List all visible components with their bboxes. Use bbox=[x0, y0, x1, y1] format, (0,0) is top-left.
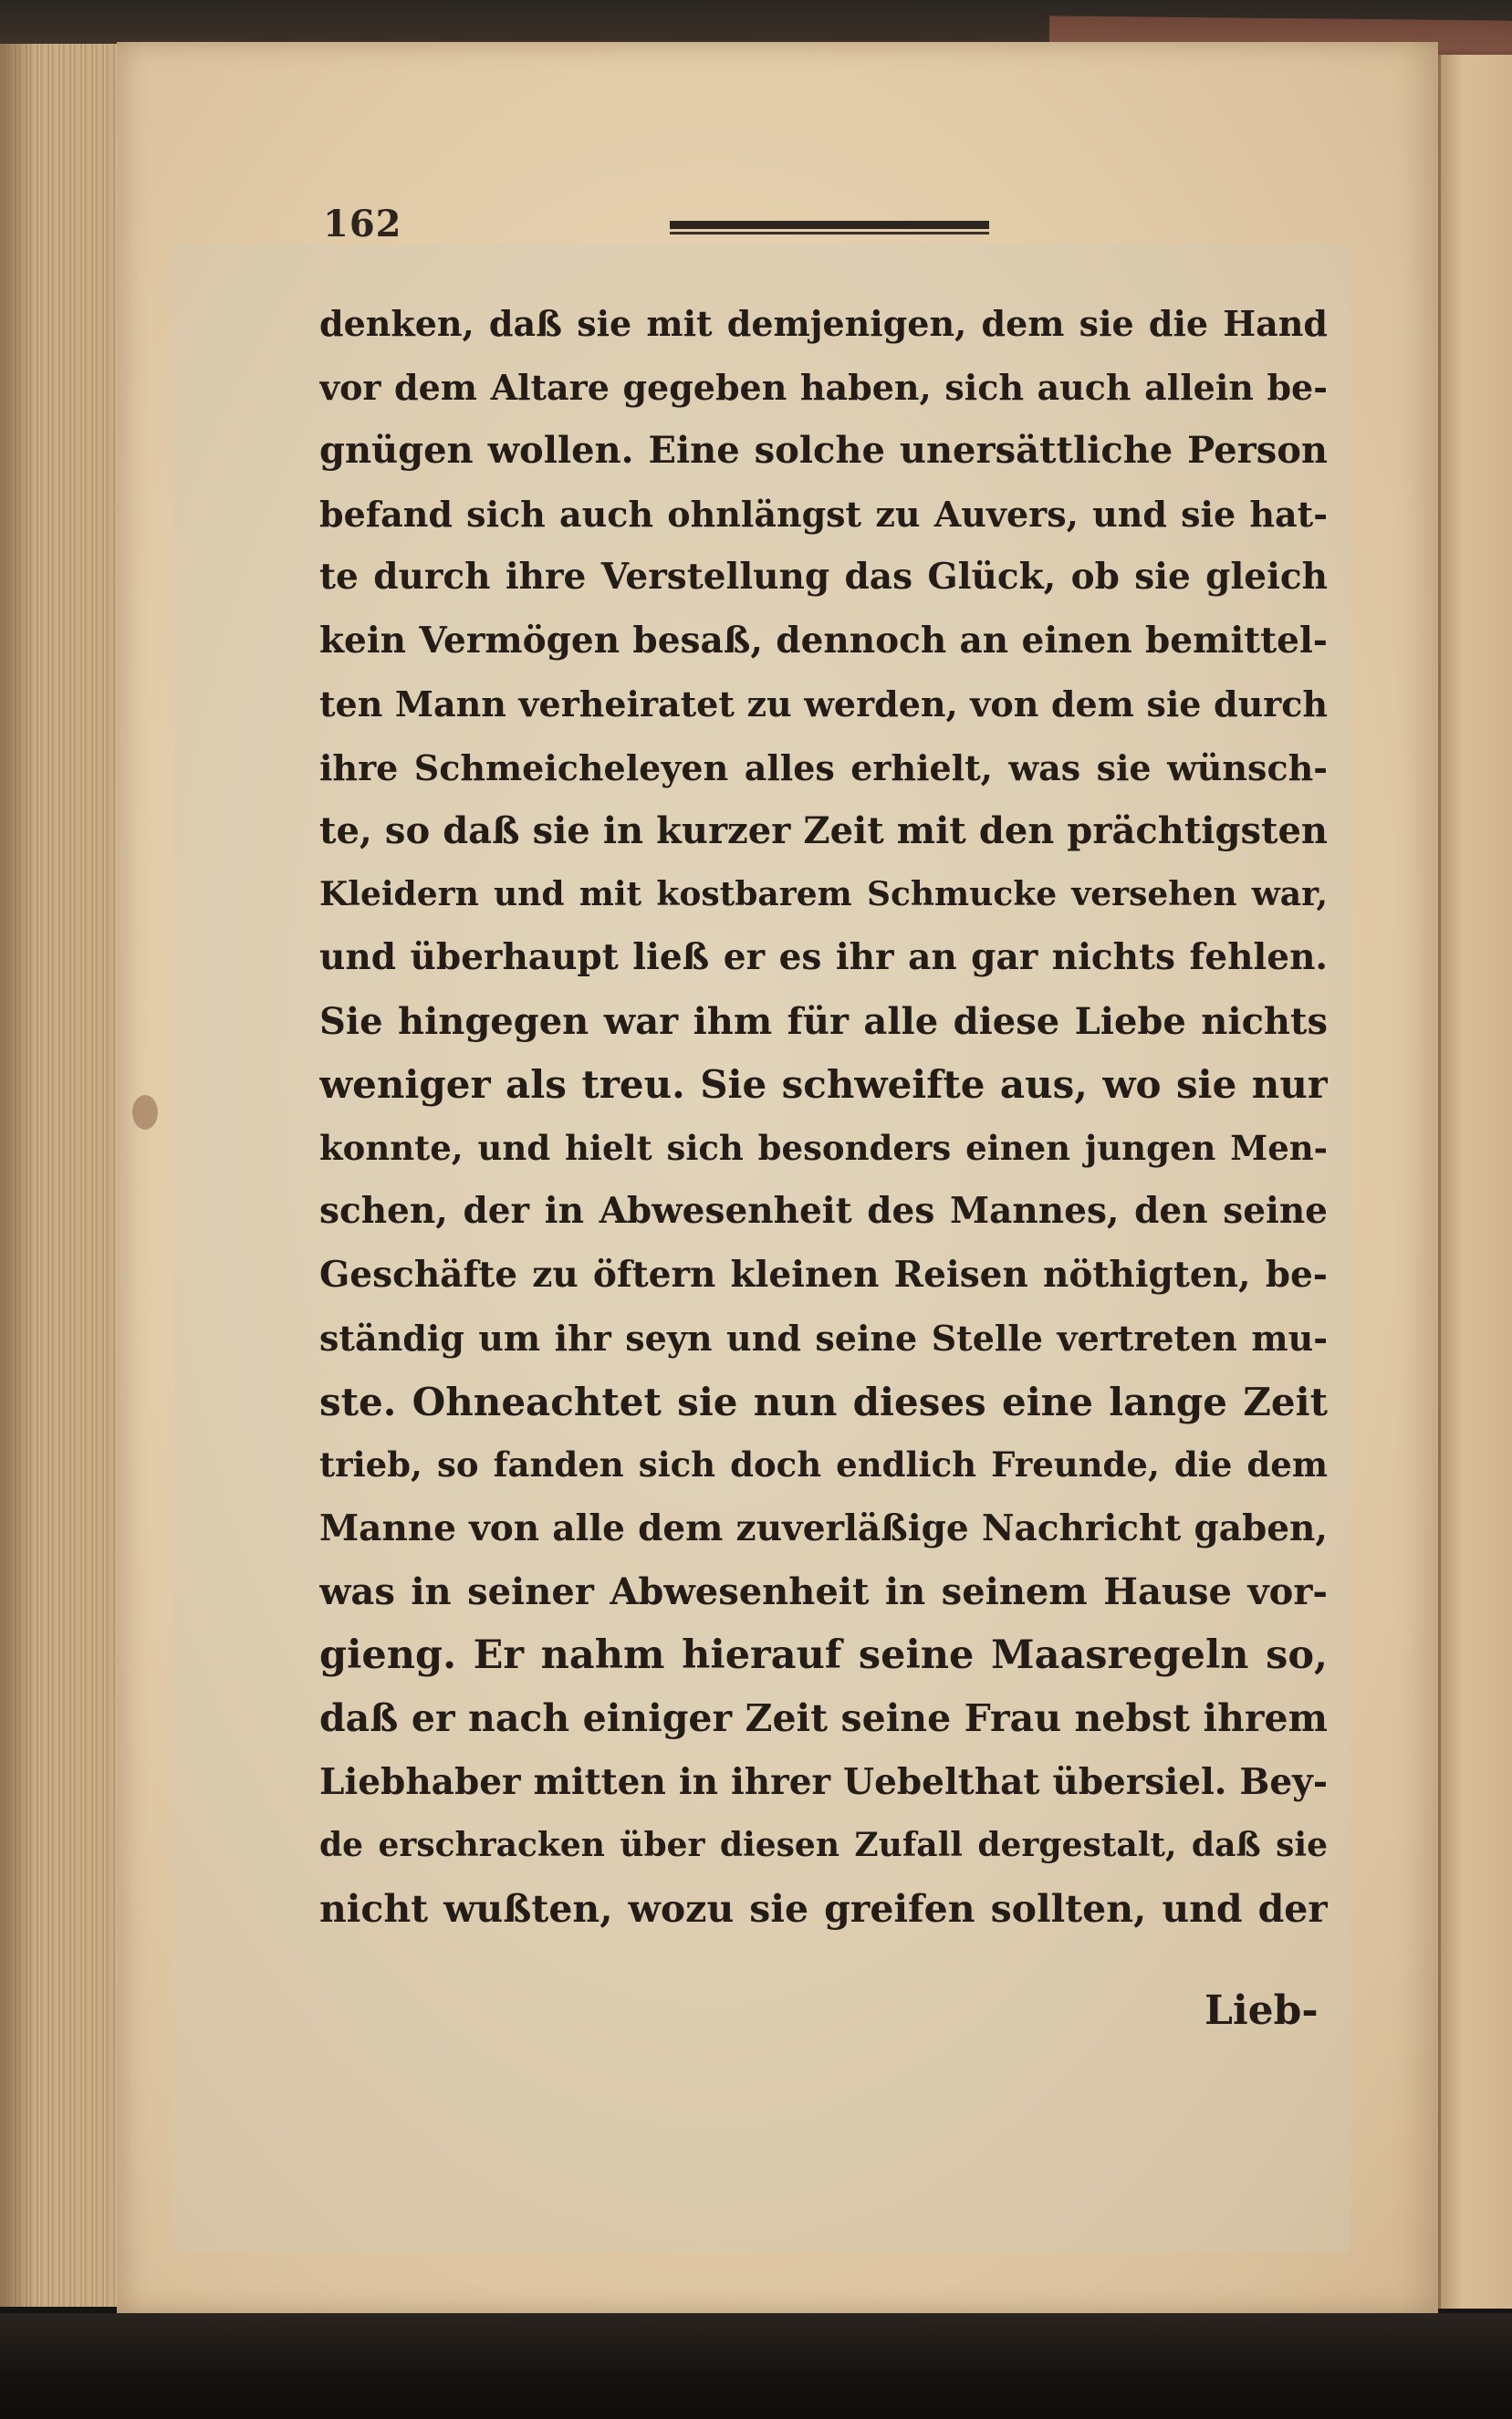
page-edges-shadow bbox=[0, 44, 36, 2307]
text-line: Geschäfte zu öftern kleinen Reisen nöthigten, be- bbox=[319, 1253, 1328, 1296]
text-line: daß er nach einiger Zeit seine Frau nebst ihrem bbox=[319, 1696, 1328, 1740]
header-rule-thin bbox=[670, 232, 989, 235]
text-line: Liebhaber mitten in ihrer Uebelthat übersiel. Bey- bbox=[319, 1760, 1328, 1803]
text-line: Manne von alle dem zuverläßige Nachricht gaben, bbox=[319, 1507, 1328, 1549]
text-line: te durch ihre Verstellung das Glück, ob sie gleich bbox=[319, 556, 1328, 598]
text-line: ihre Schmeicheleyen alles erhielt, was sie wünsch- bbox=[319, 746, 1328, 788]
text-line: vor dem Altare gegeben haben, sich auch allein be- bbox=[319, 366, 1328, 408]
text-line: weniger als treu. Sie schweifte aus, wo sie nur bbox=[319, 1062, 1328, 1107]
text-line: konnte, und hielt sich besonders einen jungen Men- bbox=[319, 1127, 1328, 1168]
text-line: kein Vermögen besaß, dennoch an einen bemittel- bbox=[319, 619, 1328, 662]
page-header bbox=[323, 203, 998, 257]
text-line: denken, daß sie mit demjenigen, dem sie die Hand bbox=[319, 303, 1328, 344]
text-line: ten Mann verheiratet zu werden, von dem sie durch bbox=[319, 683, 1328, 725]
text-line: de erschracken über diesen Zufall dergestalt, daß sie bbox=[319, 1826, 1328, 1864]
text-line: gieng. Er nahm hierauf seine Maasregeln so, bbox=[319, 1632, 1328, 1678]
text-line: Kleidern und mit kostbarem Schmucke versehen war, bbox=[319, 874, 1328, 913]
paper-stain bbox=[132, 1095, 158, 1130]
text-line: was in seiner Abwesenheit in seinem Hause vor- bbox=[319, 1570, 1328, 1613]
text-line: schen, der in Abwesenheit des Mannes, den seine bbox=[319, 1190, 1328, 1232]
text-line: befand sich auch ohnlängst zu Auvers, und sie hat- bbox=[319, 493, 1328, 535]
text-line: ste. Ohneachtet sie nun dieses eine lange Zeit bbox=[319, 1379, 1328, 1424]
catchword: Lieb- bbox=[1204, 1987, 1319, 2034]
text-line: te, so daß sie in kurzer Zeit mit den prächtigsten bbox=[319, 809, 1328, 852]
background-bottom bbox=[0, 2313, 1512, 2419]
facing-page-edge bbox=[1438, 55, 1512, 2309]
text-line: trieb, so fanden sich doch endlich Freunde, die dem bbox=[319, 1444, 1328, 1485]
text-line: nicht wußten, wozu sie greifen sollten, und der bbox=[319, 1886, 1328, 1931]
text-line: gnügen wollen. Eine solche unersättliche Person bbox=[319, 429, 1328, 472]
page-number: 162 bbox=[323, 203, 402, 245]
text-line: und überhaupt ließ er es ihr an gar nichts fehlen. bbox=[319, 936, 1328, 978]
text-line: ständig um ihr seyn und seine Stelle vertreten mu- bbox=[319, 1318, 1328, 1359]
header-rule-thick bbox=[670, 221, 989, 229]
body-text bbox=[319, 292, 1328, 1941]
text-line: Sie hingegen war ihm für alle diese Liebe nichts bbox=[319, 999, 1328, 1043]
header-rule bbox=[670, 221, 1309, 237]
